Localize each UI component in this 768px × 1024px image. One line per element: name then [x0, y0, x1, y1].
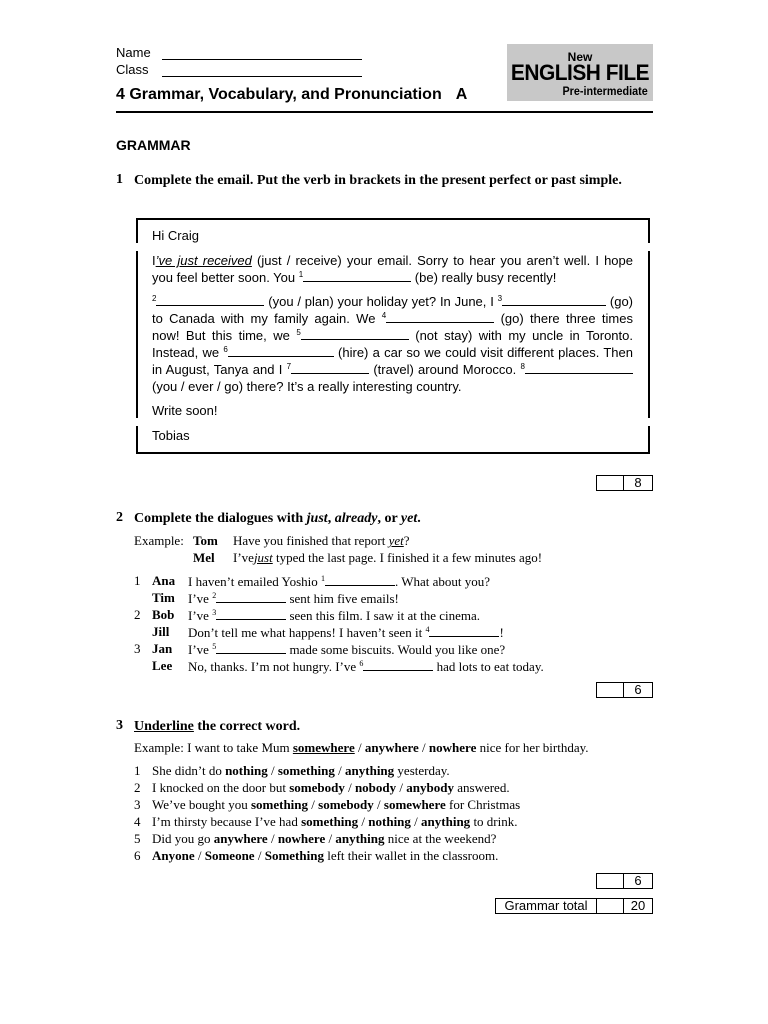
speaker-name: Mel — [193, 550, 215, 565]
text: to drink. — [470, 814, 518, 829]
email-greeting: Hi Craig — [152, 228, 199, 243]
email-box-border — [648, 426, 650, 454]
gap-number: 5 — [212, 642, 217, 651]
text: had lots to eat today. — [433, 659, 544, 674]
answer-blank[interactable] — [303, 269, 411, 282]
slash: / — [267, 763, 278, 778]
name-label: Name — [116, 45, 151, 60]
option-word[interactable]: something — [301, 814, 359, 829]
slash: / — [344, 780, 355, 795]
text: I — [152, 253, 156, 268]
text: yesterday. — [394, 763, 450, 778]
gap-number: 2 — [212, 591, 217, 600]
example-answer: ’ve just received — [155, 253, 252, 268]
gap-number: 4 — [381, 311, 387, 320]
option-word: anywhere — [364, 740, 419, 755]
page-title-letter: A — [455, 86, 468, 103]
text: left their wallet in the classroom. — [323, 848, 499, 863]
ex3-score-box — [596, 873, 653, 889]
text: ? — [403, 533, 410, 548]
example-answer: somewhere — [292, 740, 355, 755]
option-word[interactable]: something — [250, 797, 309, 812]
text: made some biscuits. Would you like one? — [286, 642, 506, 657]
option-word[interactable]: something — [277, 763, 335, 778]
text: (travel) around Morocco. — [369, 362, 521, 377]
text: I’ve — [233, 550, 254, 565]
score-input[interactable] — [597, 874, 624, 888]
email-box-border — [136, 251, 138, 418]
dialogue-number: 2 — [134, 607, 141, 622]
text: for Christmas — [445, 797, 521, 812]
dialogue-line — [188, 573, 490, 590]
dialogue-line — [188, 624, 504, 641]
item-number: 5 — [134, 831, 141, 846]
dialogue-number: 1 — [134, 573, 141, 588]
text: Have you finished that report — [233, 533, 389, 548]
text: the correct word. — [193, 719, 301, 734]
gap-number: 1 — [298, 270, 304, 279]
english-file-logo — [507, 44, 653, 101]
word-just: just — [306, 511, 328, 526]
option-word[interactable]: nowhere — [277, 831, 326, 846]
list-item — [152, 780, 510, 796]
dialogue-number: 3 — [134, 641, 141, 656]
list-item — [152, 797, 520, 813]
option-word[interactable]: anything — [345, 763, 395, 778]
answer-blank[interactable] — [216, 641, 286, 654]
email-box-border — [648, 218, 650, 243]
ex2-score-box — [596, 682, 653, 698]
ex3-number: 3 — [116, 718, 123, 733]
gap-number: 6 — [359, 659, 364, 668]
option-word[interactable]: somewhere — [383, 797, 446, 812]
text: nice for her birthday. — [476, 740, 589, 755]
gap-number: 4 — [425, 625, 430, 634]
option-word[interactable]: somebody — [318, 797, 374, 812]
dialogue-line — [188, 590, 399, 607]
text: Did you go — [152, 831, 214, 846]
email-box-border — [648, 251, 650, 418]
gap-number: 7 — [286, 362, 292, 371]
slash: / — [254, 848, 265, 863]
answer-blank[interactable] — [156, 293, 264, 306]
answer-blank[interactable] — [502, 293, 606, 306]
score-max: 8 — [634, 475, 642, 490]
gap-number: 6 — [223, 345, 228, 354]
name-field[interactable] — [162, 59, 362, 60]
text: She didn’t do — [152, 763, 226, 778]
example-answer: yet — [388, 533, 404, 548]
total-input[interactable] — [597, 899, 624, 913]
text: (hire) a car so we could visit different places. Then in August, Tanya and I — [152, 345, 633, 377]
gap-number: 2 — [152, 294, 157, 303]
score-input[interactable] — [597, 476, 624, 490]
text: No, thanks. I’m not hungry. I’ve — [188, 659, 360, 674]
slash: / — [373, 797, 384, 812]
class-field[interactable] — [162, 76, 362, 77]
word-yet: yet — [400, 511, 418, 526]
option-word[interactable]: anything — [421, 814, 471, 829]
text: , or — [377, 511, 401, 526]
dialogue-line — [233, 533, 410, 549]
ex1-instruction: Complete the email. Put the verb in brackets in the present perfect or past simple. — [134, 173, 622, 188]
list-item — [152, 763, 450, 779]
slash: / — [267, 831, 278, 846]
score-input[interactable] — [597, 683, 624, 697]
text: seen this film. I saw it at the cinema. — [286, 608, 481, 623]
text: sent him five emails! — [286, 591, 399, 606]
text: I’ve — [188, 642, 213, 657]
word-already: already — [334, 511, 378, 526]
item-number: 4 — [134, 814, 141, 829]
answer-blank[interactable] — [216, 607, 286, 620]
text: I’m thirsty because I’ve had — [152, 814, 302, 829]
speaker-name: Lee — [152, 658, 173, 673]
text: , — [327, 511, 335, 526]
text: (you / plan) your holiday yet? In June, I — [264, 294, 498, 309]
page-title-text: 4 Grammar, Vocabulary, and Pronunciation — [116, 86, 442, 103]
answer-blank[interactable] — [429, 624, 499, 637]
slash: / — [410, 814, 422, 829]
slash: / — [396, 780, 407, 795]
answer-blank[interactable] — [325, 573, 395, 586]
page-title — [116, 86, 467, 104]
item-number: 2 — [134, 780, 141, 795]
speaker-name: Jan — [152, 641, 173, 656]
text: . What about you? — [395, 574, 491, 589]
header-rule — [116, 111, 653, 113]
ex2-example-label: Example: — [134, 533, 184, 548]
slash: / — [334, 763, 346, 778]
slash: / — [418, 740, 429, 755]
slash: / — [358, 814, 369, 829]
answer-blank[interactable] — [301, 327, 409, 340]
text: typed the last page. I finished it a few minutes ago! — [272, 550, 543, 565]
option-word[interactable]: Something — [264, 848, 324, 863]
speaker-name: Bob — [152, 607, 175, 622]
item-number: 3 — [134, 797, 141, 812]
text: I’ve — [188, 608, 213, 623]
text: (go) there three times now! But this time, we — [152, 311, 633, 343]
item-number: 1 — [134, 763, 141, 778]
email-paragraph-2 — [152, 293, 633, 395]
gap-number: 5 — [296, 328, 301, 337]
gap-number: 3 — [497, 294, 503, 303]
text: I haven’t emailed Yoshio — [188, 574, 321, 589]
dialogue-line — [233, 550, 542, 566]
example-label: Example: — [134, 740, 184, 755]
speaker-name: Tom — [193, 533, 218, 548]
speaker-name: Jill — [152, 624, 170, 639]
underline-word: Underline — [134, 719, 194, 734]
example-answer: just — [253, 550, 273, 565]
email-signoff: Write soon! — [152, 403, 218, 418]
ex2-instruction — [134, 510, 634, 527]
list-item — [152, 814, 518, 830]
text: nice at the weekend? — [384, 831, 497, 846]
option-word[interactable]: anywhere — [213, 831, 268, 846]
email-signature: Tobias — [152, 428, 190, 443]
option-word[interactable]: nobody — [354, 780, 397, 795]
ex1-score-box — [596, 475, 653, 491]
list-item — [152, 831, 496, 847]
answer-blank[interactable] — [386, 310, 494, 323]
slash: / — [194, 848, 205, 863]
text: I want to take Mum — [183, 740, 293, 755]
option-word[interactable]: Someone — [204, 848, 255, 863]
text: ! — [499, 625, 504, 640]
text: (be) really busy recently! — [411, 270, 557, 285]
grammar-total-label: Grammar total — [496, 899, 597, 913]
option-word[interactable]: somebody — [289, 780, 345, 795]
option-word[interactable]: anything — [335, 831, 385, 846]
answer-blank[interactable] — [216, 590, 286, 603]
logo-new: New — [567, 50, 593, 64]
email-box-border — [136, 218, 138, 243]
text: (go) to Canada with my family again. We — [152, 294, 633, 326]
grammar-total-box — [495, 898, 653, 914]
list-item — [152, 848, 498, 864]
ex3-example — [134, 740, 589, 756]
answer-blank[interactable] — [525, 361, 633, 374]
section-title: GRAMMAR — [116, 137, 191, 153]
email-box-border — [136, 426, 138, 454]
logo-level: Pre-intermediate — [562, 84, 648, 98]
dialogue-line — [188, 658, 544, 675]
text: I knocked on the door but — [152, 780, 290, 795]
item-number: 6 — [134, 848, 141, 863]
logo-title: ENGLISH FILE — [510, 60, 650, 85]
slash: / — [308, 797, 319, 812]
option-word[interactable]: anybody — [406, 780, 454, 795]
total-max: 20 — [630, 898, 646, 913]
dialogue-line — [188, 641, 505, 658]
score-max: 6 — [634, 682, 642, 697]
score-max: 6 — [634, 873, 642, 888]
ex1-number: 1 — [116, 172, 123, 187]
text: We’ve bought you — [152, 797, 251, 812]
text: I’ve — [188, 591, 213, 606]
option-word[interactable]: nothing — [368, 814, 411, 829]
slash: / — [354, 740, 365, 755]
gap-number: 1 — [321, 574, 325, 583]
answer-blank[interactable] — [291, 361, 369, 374]
text: answered. — [453, 780, 510, 795]
dialogue-line — [188, 607, 480, 624]
text: . — [417, 511, 421, 526]
text: (not stay) with my uncle in Toronto. Instead, we — [152, 328, 633, 360]
answer-blank[interactable] — [228, 344, 334, 357]
email-paragraph-1 — [152, 252, 633, 286]
text: (you / ever / go) there? It’s a really interesting country. — [152, 379, 462, 394]
speaker-name: Tim — [152, 590, 175, 605]
option-word[interactable]: Anyone — [152, 848, 195, 863]
gap-number: 8 — [520, 362, 525, 371]
text: Complete the dialogues with — [134, 511, 307, 526]
ex2-number: 2 — [116, 510, 123, 525]
class-label: Class — [116, 62, 149, 77]
option-word[interactable]: nothing — [225, 763, 268, 778]
answer-blank[interactable] — [363, 658, 433, 671]
gap-number: 3 — [212, 608, 217, 617]
text: (just / receive) your email. Sorry to hear you aren’t well. I hope you feel better soon. You — [152, 253, 633, 285]
ex3-instruction — [134, 718, 634, 735]
speaker-name: Ana — [152, 573, 176, 588]
option-word: nowhere — [428, 740, 477, 755]
slash: / — [325, 831, 336, 846]
text: Don’t tell me what happens! I haven’t seen it — [188, 625, 426, 640]
